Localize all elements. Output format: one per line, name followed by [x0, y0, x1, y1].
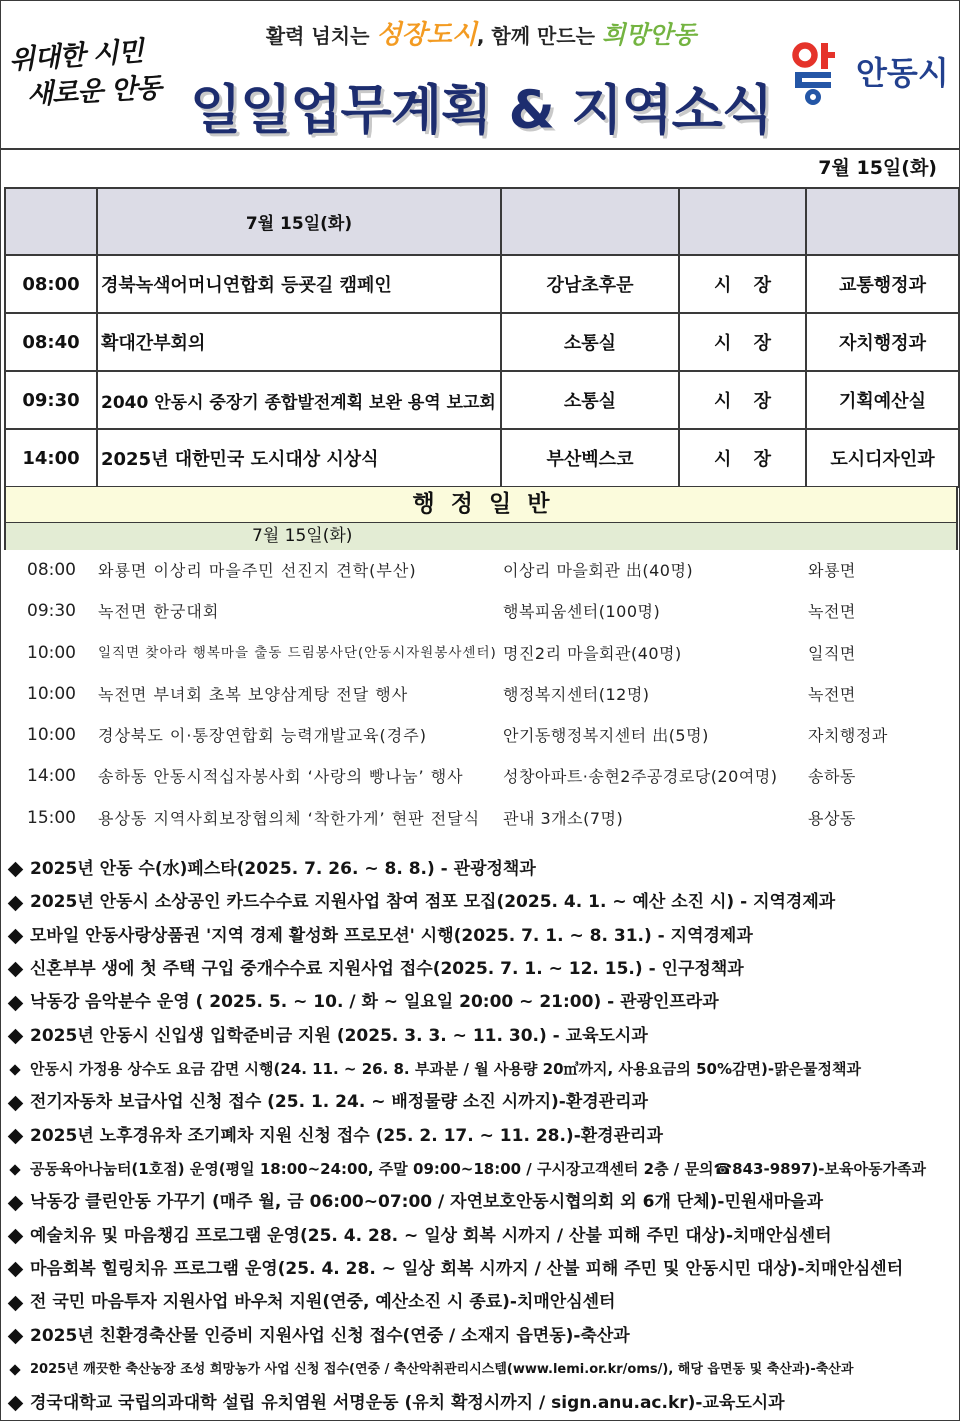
list-item — [1, 674, 960, 715]
schedule-attendee: 시 장 — [713, 449, 772, 470]
notice-item — [1, 1253, 960, 1286]
table-row — [5, 255, 959, 313]
notice-text: 공동육아나눔터(1호점) 운영(평일 18:00~24:00, 주말 09:00~18:00 / 구시장고객센터 2층 / 문의☎843-9897)-보육아동가족과 — [30, 1160, 926, 1179]
notice-item — [1, 920, 960, 953]
slogan-highlight-growth-city: 성장도시 — [376, 20, 477, 50]
admin-event: 와룡면 이상리 마을주민 선진지 견학(부산) — [98, 561, 417, 580]
schedule-event: 경북녹색어머니연합회 등굣길 캠페인 — [101, 275, 392, 296]
admin-time: 10:00 — [27, 683, 76, 704]
diamond-bullet-icon — [8, 895, 24, 911]
admin-time: 09:30 — [27, 601, 76, 622]
schedule-time: 08:00 — [22, 273, 80, 295]
admin-place: 행복피움센터(100명) — [503, 602, 661, 622]
attendee-cell — [679, 313, 806, 371]
table-row — [5, 371, 959, 429]
diamond-bullet-icon — [8, 1395, 24, 1411]
admin-event: 용상동 지역사회보장협의체 ‘착한가게’ 현판 전달식 — [98, 808, 481, 828]
admin-time: 15:00 — [27, 807, 76, 828]
admin-time: 08:00 — [27, 560, 76, 580]
admin-dept: 일직면 — [808, 643, 856, 663]
admin-time: 14:00 — [27, 766, 76, 787]
slogan-part2: , 함께 만드는 — [476, 24, 602, 48]
schedule-dept: 자치행정과 — [839, 333, 926, 354]
schedule-event: 2040 안동시 중장기 종합발전계획 보완 용역 보고회 — [101, 392, 496, 413]
time-cell — [5, 429, 97, 487]
admin-place: 행정복지센터(12명) — [503, 684, 650, 704]
admin-time: 10:00 — [27, 725, 76, 746]
diamond-bullet-icon — [9, 1064, 20, 1075]
schedule-dept: 기획예산실 — [839, 391, 926, 412]
admin-event: 녹전면 부녀회 초복 보양삼계탕 전달 행사 — [98, 684, 409, 704]
schedule-dept: 교통행정과 — [839, 275, 926, 296]
table-header-date: 7월 15일(화) — [245, 214, 353, 234]
table-header-row — [5, 188, 959, 255]
attendee-cell — [679, 371, 806, 429]
schedule-time: 08:40 — [22, 331, 80, 353]
event-cell — [97, 429, 501, 487]
event-cell — [97, 313, 501, 371]
city-slogan — [231, 15, 731, 55]
notice-text: 모바일 안동사랑상품권 '지역 경제 활성화 프로모션' 시행(2025. 7. 1. ~ 8. 31.) - 지역경제과 — [30, 925, 753, 946]
attendee-cell — [679, 429, 806, 487]
admin-event: 경상북도 이·통장연합회 능력개발교육(경주) — [98, 726, 427, 746]
notice-item — [1, 1353, 960, 1386]
diamond-bullet-icon — [8, 1262, 24, 1278]
diamond-bullet-icon — [9, 1164, 20, 1175]
admin-section-title: 행 정 일 반 — [4, 487, 958, 524]
document-header — [1, 1, 960, 150]
event-cell — [97, 371, 501, 429]
slogan-highlight-hope-andong: 희망안동 — [601, 20, 697, 49]
list-item — [1, 633, 960, 674]
admin-schedule-list — [1, 550, 960, 839]
list-item — [1, 715, 960, 756]
diamond-bullet-icon — [8, 862, 24, 878]
notice-text: 예술치유 및 마음챙김 프로그램 운영(25. 4. 28. ~ 일상 회복 시까지 / 산불 피해 주민 대상)-치매안심센터 — [30, 1225, 832, 1246]
schedule-attendee: 시 장 — [713, 391, 772, 412]
place-cell — [501, 429, 679, 487]
notice-text: 낙동강 클린안동 가꾸기 (매주 월, 금 06:00~07:00 / 자연보호안동시협의회 외 6개 단체)-민원새마을과 — [30, 1192, 824, 1213]
event-cell — [97, 255, 501, 313]
diamond-bullet-icon — [8, 929, 24, 945]
document-date: 7월 15일(화) — [818, 157, 937, 179]
admin-dept: 용상동 — [808, 808, 856, 828]
notice-text: 마음회복 힐링치유 프로그램 운영(25. 4. 28. ~ 일상 회복 시까지 / 산불 피해 주민 및 안동시민 대상)-치매안심센터 — [30, 1259, 904, 1280]
dept-cell — [806, 313, 959, 371]
notice-text: 2025년 안동 수(水)페스타(2025. 7. 26. ~ 8. 8.) - 관광정책과 — [30, 859, 536, 879]
admin-dept: 자치행정과 — [808, 726, 888, 746]
schedule-place: 소통실 — [563, 391, 617, 412]
local-news-list — [1, 853, 960, 1420]
place-cell — [501, 313, 679, 371]
notice-item — [1, 1320, 960, 1353]
calligraphy-slogan-line1: 위대한 시민 — [8, 36, 144, 77]
admin-dept: 송하동 — [808, 767, 856, 787]
admin-dept: 녹전면 — [808, 684, 856, 704]
schedule-time: 09:30 — [22, 389, 80, 411]
notice-item — [1, 1387, 960, 1420]
notice-item — [1, 1053, 960, 1086]
schedule-attendee: 시 장 — [713, 275, 772, 296]
notice-text: 2025년 친환경축산물 인증비 지원사업 신청 접수(연중 / 소재지 읍면동)-축산과 — [30, 1325, 630, 1346]
admin-place: 명진2리 마을회관(40명) — [503, 643, 682, 663]
notice-text: 신혼부부 생에 첫 주택 구입 중개수수료 지원사업 접수(2025. 7. 1. ~ 12. 15.) - 인구정책과 — [30, 959, 744, 980]
header-cell-place — [501, 188, 679, 255]
diamond-bullet-icon — [8, 1129, 24, 1145]
notice-text: 2025년 안동시 신입생 입학준비금 지원 (2025. 3. 3. ~ 11. 30.) - 교육도시과 — [30, 1025, 648, 1046]
slogan-part1: 활력 넘치는 — [265, 24, 377, 48]
notice-item — [1, 1286, 960, 1319]
header-cell-dept — [806, 188, 959, 255]
notice-item — [1, 986, 960, 1019]
notice-item — [1, 853, 960, 886]
diamond-bullet-icon — [8, 1329, 24, 1345]
notice-item — [1, 886, 960, 919]
dept-cell — [806, 429, 959, 487]
schedule-attendee: 시 장 — [713, 333, 772, 354]
schedule-dept: 도시디자인과 — [830, 449, 935, 470]
schedule-place: 소통실 — [563, 333, 617, 354]
list-item — [1, 550, 960, 591]
place-cell — [501, 255, 679, 313]
notice-item — [1, 1120, 960, 1153]
calligraphy-slogan-line2: 새로운 안동 — [26, 72, 162, 111]
notice-item — [1, 953, 960, 986]
mayor-schedule-table — [4, 187, 960, 488]
list-item — [1, 756, 960, 797]
admin-dept: 와룡면 — [808, 561, 856, 580]
notice-text: 경국대학교 국립의과대학 설립 유치염원 서명운동 (유치 확정시까지 / sign.anu.ac.kr)-교육도시과 — [30, 1392, 785, 1413]
place-cell — [501, 371, 679, 429]
schedule-place: 강남초후문 — [546, 275, 634, 296]
dept-cell — [806, 371, 959, 429]
notice-text: 2025년 노후경유차 조기폐차 지원 신청 접수 (25. 2. 17. ~ 11. 28.)-환경관리과 — [30, 1125, 663, 1146]
dept-cell — [806, 255, 959, 313]
schedule-time: 14:00 — [22, 447, 80, 469]
notice-text: 2025년 깨끗한 축산농장 조성 희망농가 사업 신청 접수(연중 / 축산악취관리시스템(www.lemi.or.kr/oms/), 해당 읍면동 및 축산과)-축산과 — [30, 1362, 854, 1378]
page-title: 일일업무계획 & 지역소식 — [189, 80, 773, 141]
table-row — [5, 429, 959, 487]
admin-event: 송하동 안동시적십자봉사회 ‘사랑의 빵나눔’ 행사 — [98, 767, 464, 787]
notice-text: 안동시 가정용 상수도 요금 감면 시행(24. 11. ~ 26. 8. 부과분 / 월 사용량 20㎥까지, 사용요금의 50%감면)-맑은물정책과 — [30, 1060, 861, 1079]
admin-place: 성창아파트·송현2주공경로당(20여명) — [503, 767, 778, 787]
diamond-bullet-icon — [8, 995, 24, 1011]
notice-item — [1, 1020, 960, 1053]
admin-place: 관내 3개소(7명) — [503, 808, 624, 828]
list-item — [1, 798, 960, 839]
schedule-event: 2025년 대한민국 도시대상 시상식 — [101, 449, 379, 470]
diamond-bullet-icon — [8, 962, 24, 978]
notice-item — [1, 1086, 960, 1119]
schedule-place: 부산벡스코 — [546, 449, 634, 470]
header-cell-date — [97, 188, 501, 255]
attendee-cell — [679, 255, 806, 313]
notice-item — [1, 1153, 960, 1186]
diamond-bullet-icon — [8, 1029, 24, 1045]
table-row — [5, 313, 959, 371]
time-cell — [5, 313, 97, 371]
diamond-bullet-icon — [8, 1095, 24, 1111]
notice-text: 2025년 안동시 소상공인 카드수수료 지원사업 참여 점포 모집(2025. 4. 1. ~ 예산 소진 시) - 지역경제과 — [30, 892, 836, 913]
admin-event: 녹전면 한궁대회 — [98, 602, 220, 622]
schedule-event: 확대간부회의 — [101, 333, 206, 354]
admin-place: 안기동행정복지센터 出(5명) — [503, 726, 709, 746]
admin-dept: 녹전면 — [808, 602, 856, 622]
admin-event: 일직면 찾아라 행복마을 출동 드림봉사단(안동시자원봉사센터) — [98, 644, 497, 661]
notice-text: 낙동강 음악분수 운영 ( 2025. 5. ~ 10. / 화 ~ 일요일 20:00 ~ 21:00) - 관광인프라과 — [30, 992, 719, 1013]
admin-date-bar — [4, 523, 958, 550]
notice-text: 전 국민 마음투자 지원사업 바우처 지원(연중, 예산소진 시 종료)-치매안심센터 — [30, 1292, 616, 1313]
header-cell-attendee — [679, 188, 806, 255]
admin-place: 이상리 마을회관 出(40명) — [503, 561, 694, 580]
time-cell — [5, 371, 97, 429]
admin-date: 7월 15일(화) — [252, 526, 353, 546]
diamond-bullet-icon — [8, 1295, 24, 1311]
admin-time: 10:00 — [27, 642, 76, 663]
notice-item — [1, 1186, 960, 1219]
header-cell-time — [5, 188, 97, 255]
diamond-bullet-icon — [9, 1364, 20, 1375]
city-logo-text: 안동시 — [856, 54, 949, 92]
diamond-bullet-icon — [8, 1195, 24, 1211]
list-item — [1, 591, 960, 632]
notice-item — [1, 1220, 960, 1253]
notice-text: 전기자동차 보급사업 신청 접수 (25. 1. 24. ~ 배정물량 소진 시까지)-환경관리과 — [30, 1092, 648, 1113]
time-cell — [5, 255, 97, 313]
andong-city-logo-icon — [791, 41, 853, 105]
diamond-bullet-icon — [8, 1229, 24, 1245]
